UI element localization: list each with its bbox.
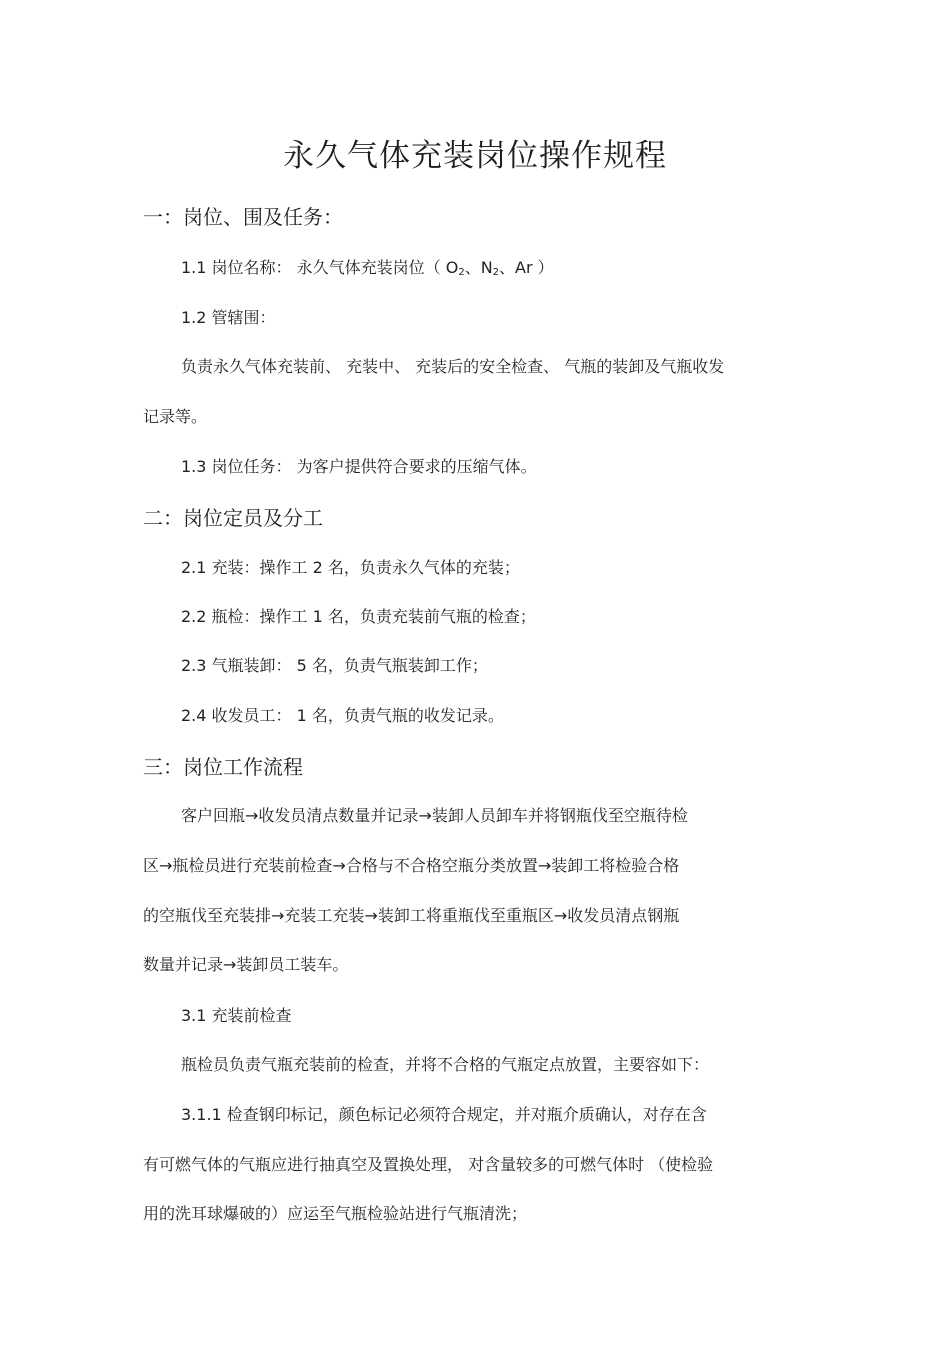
- flow-line-3: 的空瓶伐至充装排→充装工充装→装卸工将重瓶伐至重瓶区→收发员清点钢瓶: [143, 906, 680, 925]
- section-heading-1: 一：岗位、围及任务：: [143, 205, 343, 229]
- item-2-2: 2.2 瓶检：操作工 1 名，负责充装前气瓶的检查；: [181, 607, 536, 626]
- o2-subscript: 2: [458, 267, 465, 278]
- item-3-1-intro: 瓶检员负责气瓶充装前的检查，并将不合格的气瓶定点放置，主要容如下：: [181, 1055, 710, 1074]
- item-3-1-1-line-3: 用的洗耳球爆破的）应运至气瓶检验站进行气瓶清洗；: [143, 1204, 528, 1223]
- document-title: 永久气体充装岗位操作规程: [283, 138, 667, 174]
- item-1-1-suffix: 、Ar ）: [499, 258, 554, 277]
- item-3-1-1-line-2: 有可燃气体的气瓶应进行抽真空及置换处理， 对含量较多的可燃气体时 （使检验: [143, 1155, 714, 1174]
- flow-line-4: 数量并记录→装卸员工装车。: [143, 955, 349, 974]
- item-1-1-mid: 、N: [464, 258, 493, 277]
- n2-subscript: 2: [492, 267, 500, 278]
- item-2-3: 2.3 气瓶装卸： 5 名，负责气瓶装卸工作；: [181, 656, 488, 675]
- flow-line-2: 区→瓶检员进行充装前检查→合格与不合格空瓶分类放置→装卸工将检验合格: [143, 856, 680, 875]
- item-2-1: 2.1 充装：操作工 2 名，负责永久气体的充装；: [181, 558, 520, 577]
- item-2-4: 2.4 收发员工： 1 名，负责气瓶的收发记录。: [181, 706, 504, 725]
- item-1-1-prefix: 1.1 岗位名称： 永久气体充装岗位（ O: [181, 258, 459, 277]
- section-heading-3: 三：岗位工作流程: [143, 755, 303, 779]
- section-heading-2: 二：岗位定员及分工: [143, 506, 323, 530]
- item-1-2-body-line-2: 记录等。: [143, 407, 208, 426]
- item-1-1: [181, 256, 554, 280]
- item-1-3: 1.3 岗位任务： 为客户提供符合要求的压缩气体。: [181, 457, 537, 476]
- flow-line-1: 客户回瓶→收发员清点数量并记录→装卸人员卸车并将钢瓶伐至空瓶待检: [181, 806, 688, 825]
- item-1-2-body-line-1: 负责永久气体充装前、 充装中、 充装后的安全检查、 气瓶的装卸及气瓶收发: [181, 357, 725, 376]
- item-3-1: 3.1 充装前检查: [181, 1006, 292, 1025]
- item-3-1-1-line-1: 3.1.1 检查钢印标记，颜色标记必须符合规定，并对瓶介质确认，对存在含: [181, 1105, 707, 1124]
- item-1-2: 1.2 管辖围：: [181, 308, 276, 327]
